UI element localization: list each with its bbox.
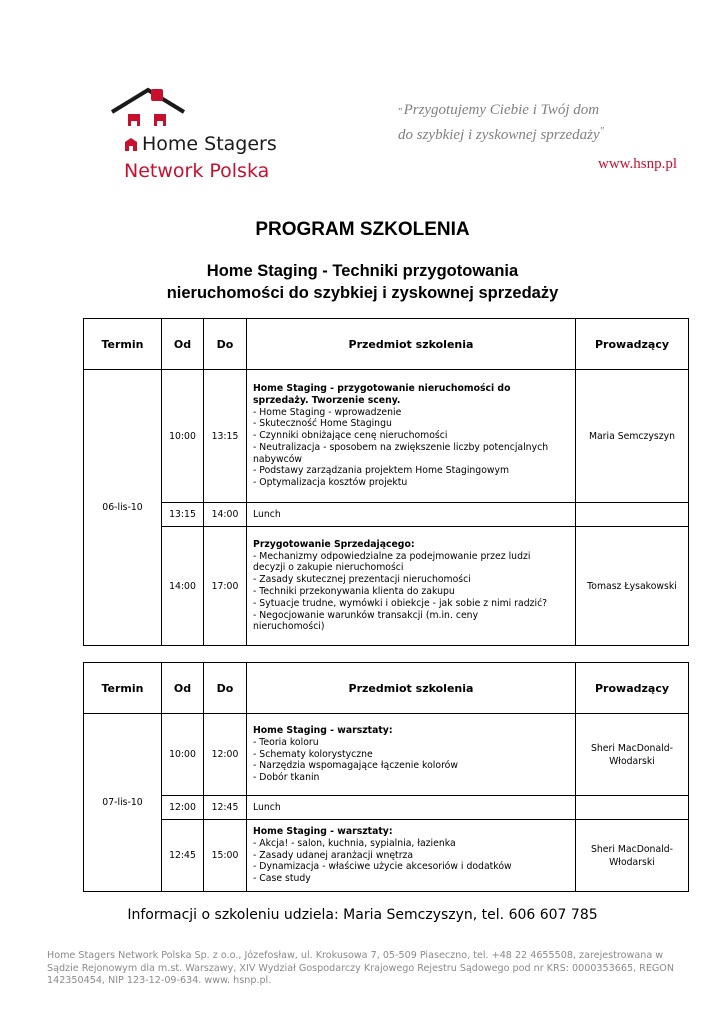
time-to: 12:00 [204,714,247,796]
time-to: 17:00 [204,527,247,646]
time-from: 13:15 [162,503,204,527]
time-from: 14:00 [162,527,204,646]
table-row [84,820,689,892]
table-row [84,370,689,503]
contact-info: Informacji o szkoleniu udziela: Maria Semczyszyn, tel. 606 607 785 [127,907,598,923]
chairs-icon [126,112,172,128]
header-term: Termin [84,319,162,370]
subject-cell: Home Staging - przygotowanie nieruchomości do sprzedaży. Tworzenie sceny. - Home Staging - wprowadzenie - Skuteczność Home Stagingu - Czynniki obniżające cenę nieruchomości - Neutralizacja - sposobem na zwiększenie liczby potencjalnych nabywców - Podstawy zarządzania projektem Home Stagingowym - Optymalizacja kosztów projektu [247,370,576,503]
time-to: 14:00 [204,503,247,527]
time-from: 12:00 [162,796,204,820]
time-to: 13:15 [204,370,247,503]
trainer-cell: Sheri MacDonald- Włodarski [576,714,689,796]
table-row [84,527,689,646]
header-term: Termin [84,663,162,714]
trainer-cell: Sheri MacDonald- Włodarski [576,820,689,892]
footer: Home Stagers Network Polska Sp. z o.o., Józefosław, ul. Krokusowa 7, 05-509 Piaseczno, tel. +48 22 4655508, zarejestrowana w Sądzie Rejonowym dla m.st. Warszawy, XIV Wydział Gospodarczy Krajowego Rejestru Sądowego pod nr KRS: 0000353665, REGON 142350454, NIP 123-12-09-634. www. hsnp.pl. [47,950,675,986]
table-header-row [84,663,689,714]
header-to: Do [204,663,247,714]
trainer-cell: Tomasz Łysakowski [576,527,689,646]
trainer-cell: Maria Semczyszyn [576,370,689,503]
schedule-table-day1 [83,318,689,646]
page-title: PROGRAM SZKOLENIA [255,219,470,240]
table-row [84,714,689,796]
subject-cell: Lunch [247,796,576,820]
header-trainer: Prowadzący [576,663,689,714]
house-icon [124,137,138,152]
trainer-cell [576,503,689,527]
subject-cell: Home Staging - warsztaty: - Akcja! - salon, kuchnia, sypialnia, łazienka - Zasady udanej aranżacji wnętrza - Dynamizacja - właściwe użycie akcesoriów i dodatków - Case study [247,820,576,892]
subject-cell: Przygotowanie Sprzedającego: - Mechanizmy odpowiedzialne za podejmowanie przez ludzi decyzji o zakupie nieruchomości - Zasady skutecznej prezentacji nieruchomości - Techniki przekonywania klienta do zakupu - Sytuacje trudne, wymówki i obiekcje - jak sobie z nimi radzić? - Negocjowanie warunków transakcji (m.in. ceny nieruchomości) [247,527,576,646]
time-from: 10:00 [162,714,204,796]
website-link[interactable]: www.hsnp.pl [598,156,678,172]
company-logo [110,86,300,186]
subject-cell: Lunch [247,503,576,527]
logo-text-network-polska: Network Polska [124,160,270,182]
table-row [84,503,689,527]
time-from: 12:45 [162,820,204,892]
subject-cell: Home Staging - warsztaty: - Teoria koloru - Schematy kolorystyczne - Narzędzia wspomagające łączenie kolorów - Dobór tkanin [247,714,576,796]
logo-text-home-stagers: Home Stagers [124,133,277,155]
date-cell: 07-lis-10 [84,714,162,892]
header-subject: Przedmiot szkolenia [247,319,576,370]
date-cell: 06-lis-10 [84,370,162,646]
header-to: Do [204,319,247,370]
slogan: „Przygotujemy Ciebie i Twój dom do szybkiej i zyskownej sprzedaży" [398,101,604,143]
header-from: Od [162,319,204,370]
time-from: 10:00 [162,370,204,503]
header-from: Od [162,663,204,714]
time-to: 12:45 [204,796,247,820]
time-to: 15:00 [204,820,247,892]
page-subtitle: Home Staging - Techniki przygotowania nieruchomości do szybkiej i zyskownej sprzedaży [166,262,559,302]
schedule-table-day2 [83,662,689,892]
table-row [84,796,689,820]
table-header-row [84,319,689,370]
header-subject: Przedmiot szkolenia [247,663,576,714]
header-trainer: Prowadzący [576,319,689,370]
trainer-cell [576,796,689,820]
